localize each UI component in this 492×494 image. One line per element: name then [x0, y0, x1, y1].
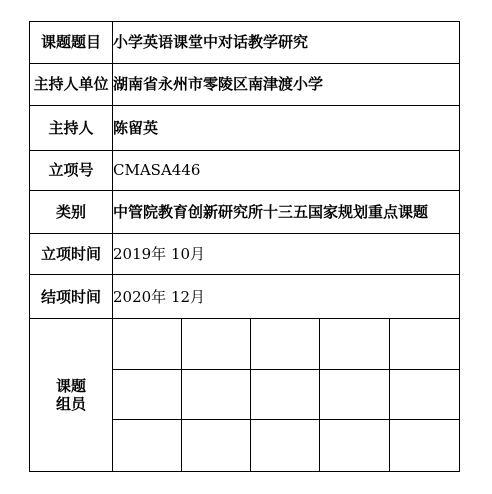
row-category: [30, 191, 460, 234]
topic-label: 课题题目: [30, 22, 113, 64]
member-cell: [320, 318, 390, 369]
project-number-label: 立项号: [30, 150, 113, 191]
row-project-number: [30, 150, 460, 191]
member-cell: [390, 318, 460, 369]
member-cell: [182, 369, 251, 420]
row-host-unit: [30, 63, 460, 106]
host-unit-value: 湖南省永州市零陵区南津渡小学: [113, 63, 460, 106]
member-cell: [390, 369, 460, 420]
member-cell: [113, 318, 182, 369]
members-label-line1: 课题: [55, 376, 86, 395]
member-cell: [251, 369, 320, 420]
member-cell: [320, 420, 390, 472]
project-number-value: CMASA446: [113, 150, 460, 191]
members-label-line2: 组员: [55, 394, 86, 413]
end-date-label: 结项时间: [30, 275, 113, 319]
member-cell: [251, 420, 320, 472]
member-cell: [182, 420, 251, 472]
start-date-label: 立项时间: [30, 233, 113, 275]
end-date-value: 2020年 12月: [113, 275, 460, 319]
member-cell: [251, 318, 320, 369]
start-date-value: 2019年 10月: [113, 233, 460, 275]
project-info-table: [29, 21, 460, 472]
row-start-date: [30, 233, 460, 275]
category-value: 中管院教育创新研究所十三五国家规划重点课题: [113, 191, 460, 234]
host-value: 陈留英: [113, 106, 460, 151]
row-topic: [30, 22, 460, 64]
topic-value: 小学英语课堂中对话教学研究: [113, 22, 460, 64]
host-unit-label: 主持人单位: [30, 63, 113, 106]
row-end-date: [30, 275, 460, 319]
members-label: [30, 318, 113, 471]
member-cell: [113, 369, 182, 420]
category-label: 类别: [30, 191, 113, 234]
member-cell: [182, 318, 251, 369]
member-cell: [113, 420, 182, 472]
member-cell: [320, 369, 390, 420]
members-row-1: [30, 318, 460, 369]
member-cell: [390, 420, 460, 472]
row-host: [30, 106, 460, 151]
host-label: 主持人: [30, 106, 113, 151]
